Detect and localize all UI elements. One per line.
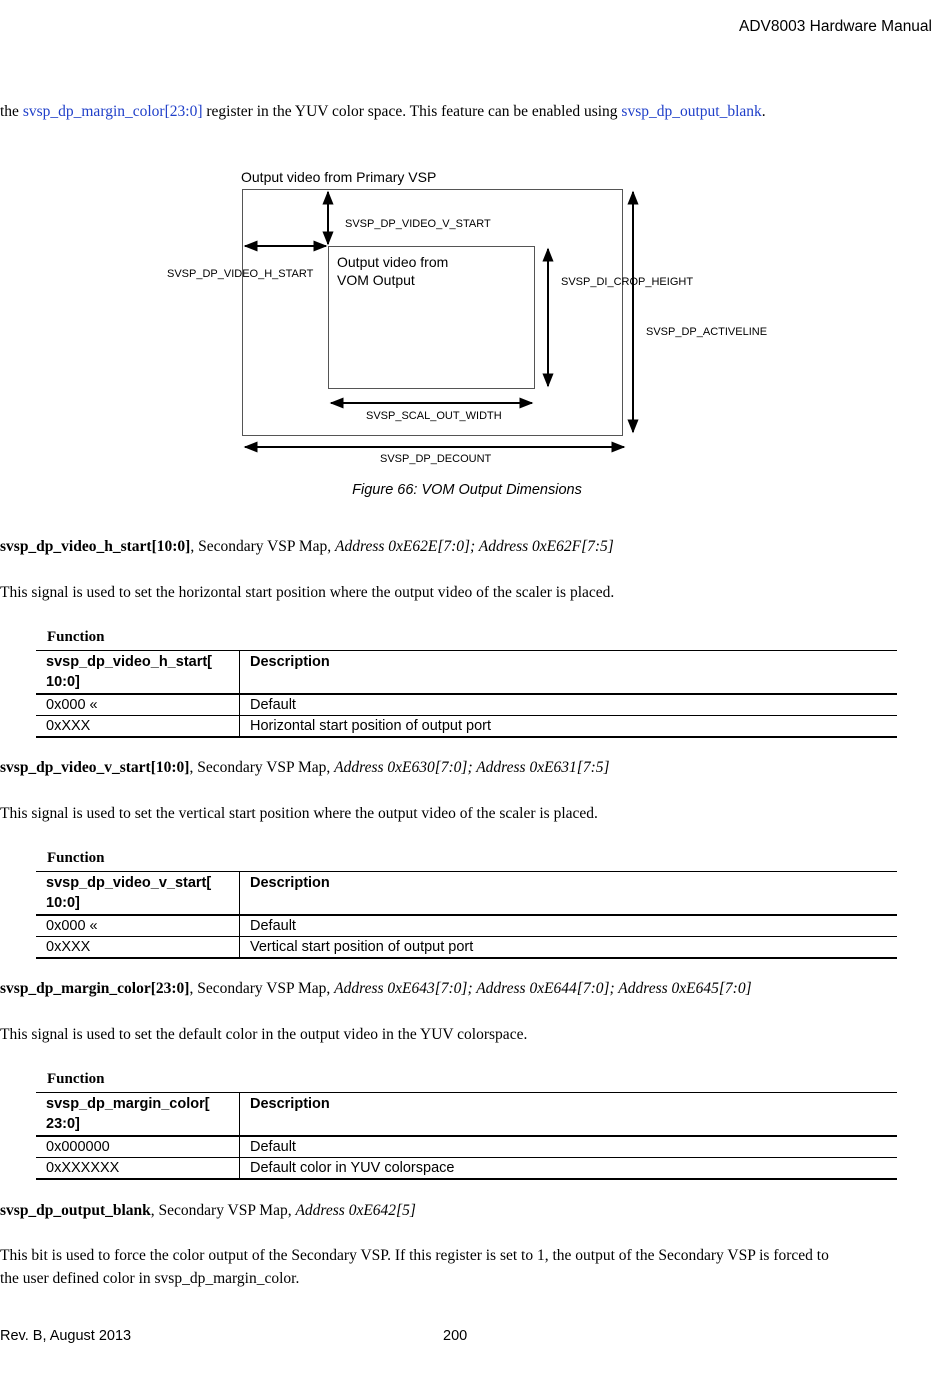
table-row xyxy=(36,1158,897,1180)
table-cell-value: 0x000 « xyxy=(36,694,240,716)
register-name: svsp_dp_margin_color xyxy=(0,980,151,997)
footer-page-number: 200 xyxy=(443,1328,468,1344)
figure-caption: Figure 66: VOM Output Dimensions xyxy=(352,482,582,498)
table-cell-value: 0xXXX xyxy=(36,716,240,738)
vom-output-figure xyxy=(0,160,950,475)
table-row xyxy=(36,694,897,716)
table-header-description: Description xyxy=(240,872,898,916)
register-name: svsp_dp_video_h_start xyxy=(0,538,152,555)
register-bits: [23:0] xyxy=(150,980,190,997)
register-description: This signal is used to set the horizontal start position where the output video of the scaler is placed. xyxy=(0,584,615,601)
register-title-h-start xyxy=(0,535,614,558)
footer-revision: Rev. B, August 2013 xyxy=(0,1328,132,1344)
table-cell-description: Default xyxy=(240,694,898,716)
table-cell-description: Default xyxy=(240,915,898,937)
decount-label: SVSP_DP_DECOUNT xyxy=(380,453,492,465)
register-name: svsp_dp_video_v_start xyxy=(0,759,151,776)
inner-video-label-line2: VOM Output xyxy=(337,272,415,288)
output-blank-description-line1: This bit is used to force the color output of the Secondary VSP. If this register is set to 1, the output of the Secondary VSP is forced to xyxy=(0,1247,829,1264)
inner-video-label-line1: Output video from xyxy=(337,254,449,270)
table-cell-description: Vertical start position of output port xyxy=(240,937,898,959)
intro-prefix: the xyxy=(0,103,23,120)
register-bits: [10:0] xyxy=(150,759,190,776)
page-header-title: ADV8003 Hardware Manual xyxy=(739,18,932,35)
register-description: This signal is used to set the vertical start position where the output video of the scaler is placed. xyxy=(0,805,598,822)
table-header-description: Description xyxy=(240,1093,898,1137)
register-description: This signal is used to set the default color in the output video in the YUV colorspace. xyxy=(0,1026,528,1043)
intro-middle: register in the YUV color space. This feature can be enabled using xyxy=(202,103,622,120)
table-cell-description: Horizontal start position of output port xyxy=(240,716,898,738)
table-header-field: svsp_dp_video_v_start[ 10:0] xyxy=(36,872,240,916)
crop-height-label: SVSP_DI_CROP_HEIGHT xyxy=(561,276,694,288)
register-address: Address 0xE62E[7:0]; Address 0xE62F[7:5] xyxy=(335,538,614,555)
outer-video-label: Output video from Primary VSP xyxy=(241,169,437,185)
function-table-h-start xyxy=(36,650,897,738)
table-cell-value: 0xXXX xyxy=(36,937,240,959)
table-cell-value: 0x000000 xyxy=(36,1136,240,1158)
table-cell-value: 0x000 « xyxy=(36,915,240,937)
activeline-label: SVSP_DP_ACTIVELINE xyxy=(646,326,768,338)
output-blank-link[interactable]: svsp_dp_output_blank xyxy=(621,103,762,120)
register-address: Address 0xE643[7:0]; Address 0xE644[7:0]; Address 0xE645[7:0] xyxy=(334,980,752,997)
function-label: Function xyxy=(47,629,105,645)
table-cell-description: Default xyxy=(240,1136,898,1158)
register-name: svsp_dp_output_blank xyxy=(0,1202,151,1219)
table-row xyxy=(36,716,897,738)
table-row xyxy=(36,915,897,937)
h-start-label: SVSP_DP_VIDEO_H_START xyxy=(167,268,314,280)
output-blank-description-line2: the user defined color in svsp_dp_margin_color. xyxy=(0,1270,300,1287)
table-row xyxy=(36,937,897,959)
function-label: Function xyxy=(47,850,105,866)
intro-paragraph xyxy=(0,100,766,123)
table-cell-value: 0xXXXXXX xyxy=(36,1158,240,1180)
register-address: Address 0xE630[7:0]; Address 0xE631[7:5] xyxy=(334,759,610,776)
table-header-field: svsp_dp_video_h_start[ 10:0] xyxy=(36,651,240,695)
table-cell-description: Default color in YUV colorspace xyxy=(240,1158,898,1180)
register-title-v-start xyxy=(0,756,610,779)
scal-out-width-label: SVSP_SCAL_OUT_WIDTH xyxy=(366,410,502,422)
intro-suffix: . xyxy=(761,103,766,120)
register-map: , Secondary VSP Map, xyxy=(190,538,336,555)
table-header-description: Description xyxy=(240,651,898,695)
register-title-output-blank xyxy=(0,1199,416,1222)
v-start-label: SVSP_DP_VIDEO_V_START xyxy=(345,218,491,230)
register-map: , Secondary VSP Map, xyxy=(150,1202,296,1219)
function-table-v-start xyxy=(36,871,897,959)
table-header-row xyxy=(36,1093,897,1137)
table-row xyxy=(36,1136,897,1158)
register-map: , Secondary VSP Map, xyxy=(189,980,335,997)
register-title-margin-color xyxy=(0,977,752,1000)
table-header-field: svsp_dp_margin_color[ 23:0] xyxy=(36,1093,240,1137)
register-map: , Secondary VSP Map, xyxy=(189,759,335,776)
register-bits: [10:0] xyxy=(151,538,191,555)
register-address: Address 0xE642[5] xyxy=(295,1202,416,1219)
function-label: Function xyxy=(47,1071,105,1087)
table-header-row xyxy=(36,872,897,916)
margin-color-link[interactable]: svsp_dp_margin_color[23:0] xyxy=(22,103,203,120)
table-header-row xyxy=(36,651,897,695)
function-table-margin-color xyxy=(36,1092,897,1180)
